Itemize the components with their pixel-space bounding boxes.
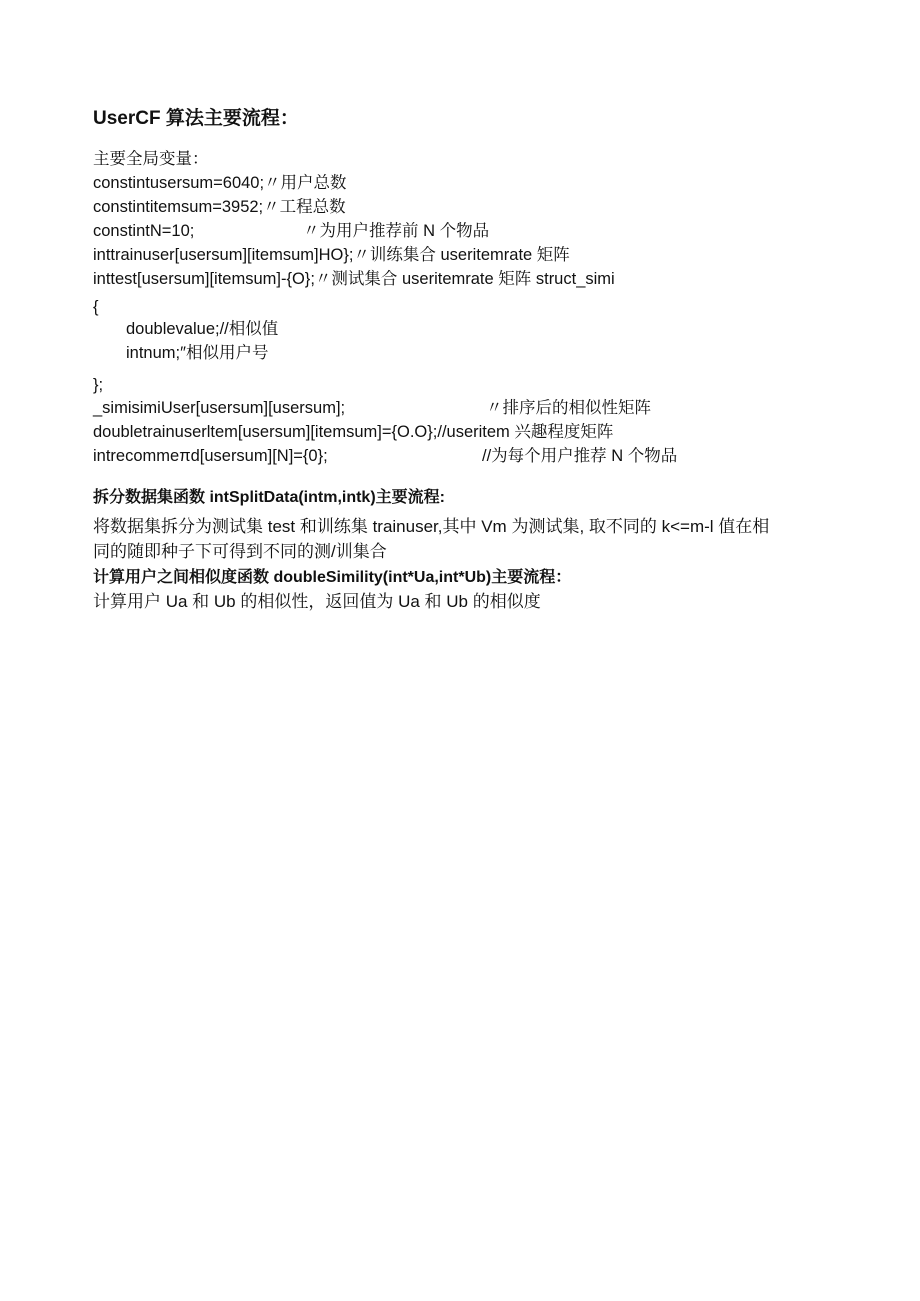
split-heading: 拆分数据集函数 intSplitData(intm,intk)主要流程: — [93, 489, 445, 506]
split-text-line2: 同的随即种子下可得到不同的测/训集合 — [93, 542, 387, 561]
similarity-text: 计算用户 Ua 和 Ub 的相似性，返回值为 Ua 和 Ub 的相似度 — [93, 592, 541, 611]
code-line-simiuser: _simisimiUser[usersum][usersum]; — [93, 399, 346, 417]
code-field-num: intnum;″相似用户号 — [126, 344, 269, 362]
code-field-value: doublevalue;//相似值 — [126, 320, 279, 338]
code-line-usersum: constintusersum=6040;〃用户总数 — [93, 174, 347, 192]
split-text-line1: 将数据集拆分为测试集 test 和训练集 trainuser,其中 Vm 为测试集, 取不同的 k<=m-l 值在相 — [93, 517, 770, 536]
code-line-recommend: intrecommeπd[usersum][N]={0}; — [93, 447, 328, 465]
code-comment-simiuser: 〃排序后的相似性矩阵 — [486, 399, 651, 417]
code-line-n: constintN=10; — [93, 222, 195, 240]
code-line-test: inttest[usersum][itemsum]-{O};〃测试集合 useritemrate 矩阵 struct_simi — [93, 270, 615, 288]
similarity-heading: 计算用户之间相似度函数 doubleSimility(int*Ua,int*Ub)主要流程： — [93, 569, 572, 586]
code-comment-n: 〃为用户推荐前 N 个物品 — [303, 222, 490, 240]
code-brace-close: }; — [93, 376, 104, 394]
page-title: UserCF 算法主要流程： — [93, 108, 299, 129]
code-line-trainuser: inttrainuser[usersum][itemsum]HO};〃训练集合 useritemrate 矩阵 — [93, 246, 570, 264]
globals-heading: 主要全局变量： — [93, 150, 209, 168]
code-line-trainuseritem: doubletrainuserltem[usersum][itemsum]={O.O};//useritem 兴趣程度矩阵 — [93, 423, 614, 441]
code-line-itemsum: constintitemsum=3952;〃工程总数 — [93, 198, 346, 216]
code-comment-recommend: //为每个用户推荐 N 个物品 — [482, 447, 678, 465]
code-brace-open: { — [93, 298, 99, 316]
